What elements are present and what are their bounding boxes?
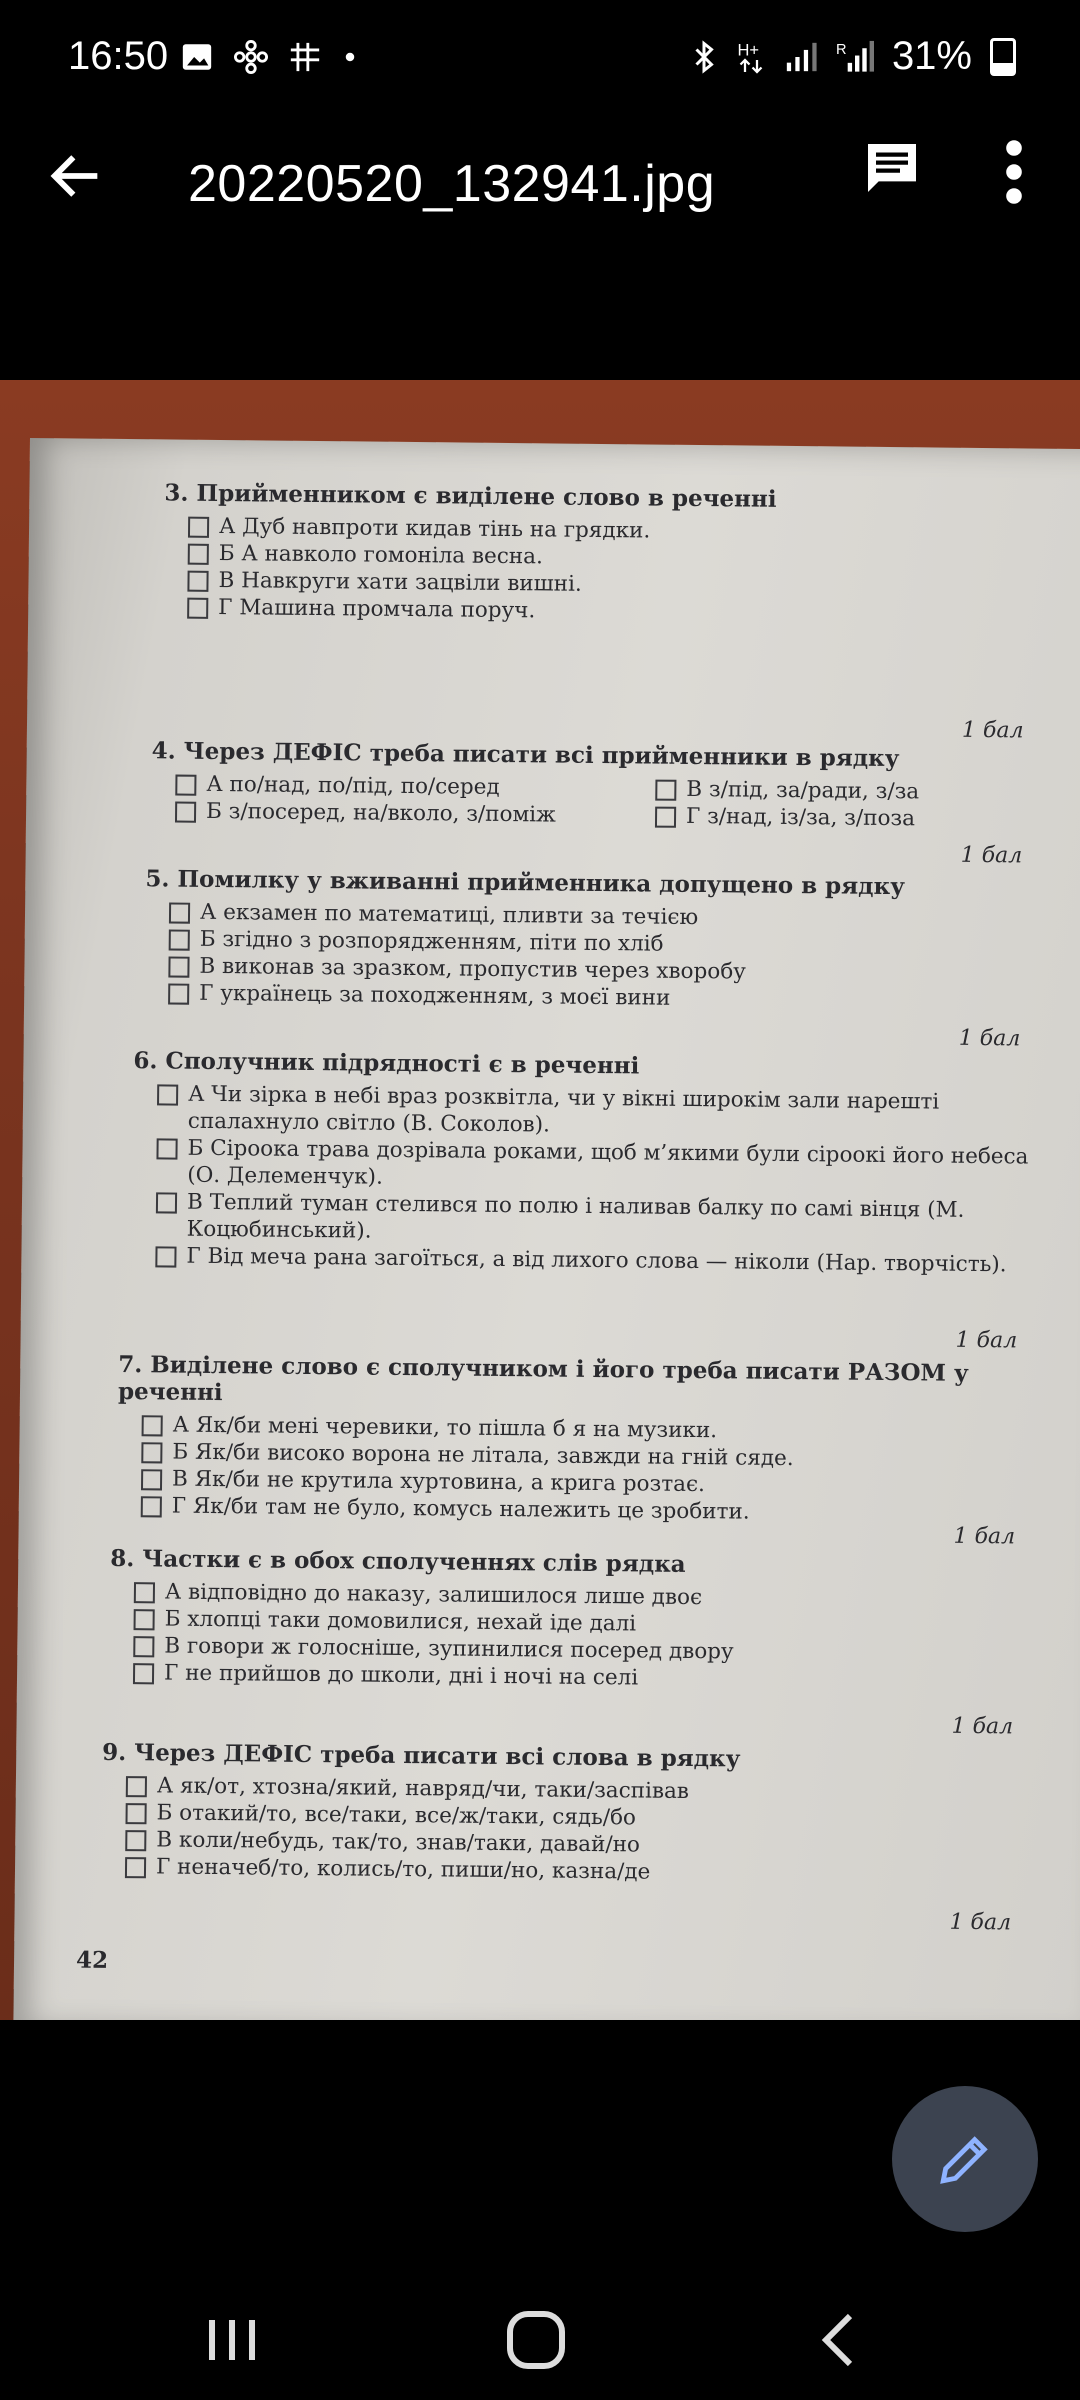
question-5 [144, 865, 1065, 1016]
option: Г Від меча рана загоїться, а від лихого слова — ніколи (Нар. творчість). [155, 1242, 1061, 1278]
option: В говори ж голосніше, зупинилися посеред двору [133, 1632, 1059, 1669]
checkbox[interactable] [126, 1776, 147, 1797]
question-title: 9. Через ДЕФІС треба писати всі слова в рядку [102, 1738, 741, 1773]
checkbox[interactable] [168, 956, 189, 977]
option: Б Як/би високо ворона не літала, завжди на гній сяде. [141, 1438, 1067, 1475]
checkbox[interactable] [125, 1803, 146, 1824]
score: 1 бал [949, 1909, 1012, 1936]
option: В з/під, за/ради, з/за [655, 776, 991, 807]
back-arrow-icon[interactable] [44, 144, 108, 208]
checkbox[interactable] [134, 1609, 155, 1630]
option: В коли/небудь, так/то, знав/таки, давай/но [125, 1826, 1051, 1863]
checkbox[interactable] [188, 517, 209, 538]
score: 1 бал [953, 1523, 1016, 1550]
question-title: 5. Помилку у вживанні прийменника допущено в рядку [145, 865, 906, 901]
notification-icons [180, 40, 358, 74]
photo-viewer[interactable] [0, 380, 1080, 2020]
recent-apps-icon[interactable] [192, 2310, 272, 2370]
checkbox[interactable] [187, 571, 208, 592]
checkbox[interactable] [655, 780, 676, 801]
app-bar [0, 124, 1080, 284]
option: А як/от, хтозна/який, навряд/чи, таки/заспівав [126, 1772, 1052, 1809]
svg-text:H+: H+ [737, 41, 759, 59]
status-time: 16:50 [68, 34, 169, 78]
question-4 [151, 737, 1072, 834]
checkbox[interactable] [133, 1636, 154, 1657]
question-8 [109, 1545, 1060, 1696]
option: А по/над, по/під, по/серед [175, 771, 631, 803]
pencil-icon [936, 2130, 994, 2188]
battery-percent: 31% [891, 34, 972, 78]
checkbox[interactable] [141, 1469, 162, 1490]
bluetooth-icon [690, 39, 718, 75]
option: Б отакий/то, все/таки, все/ж/таки, сядь/бо [125, 1799, 1051, 1836]
option: А Чи зірка в небі враз розквітла, чи у вікні широкім зали нарешті спалахнуло світло (В. Соколов). [157, 1080, 1064, 1143]
question-title: 4. Через ДЕФІС треба писати всі прийменники в рядку [151, 737, 900, 773]
option: В Навкруги хати зацвіли вишні. [187, 567, 1063, 603]
back-icon[interactable] [800, 2310, 880, 2370]
option: Б згідно з розпорядженням, піти по хліб [169, 925, 1065, 961]
question-title: 8. Частки є в обох сполученнях слів рядка [110, 1544, 686, 1578]
comment-icon[interactable] [860, 136, 924, 200]
question-7 [117, 1351, 1069, 1529]
checkbox[interactable] [169, 902, 190, 923]
signal-icon [784, 40, 818, 74]
checkbox[interactable] [169, 929, 190, 950]
checkbox[interactable] [133, 1663, 154, 1684]
dot-icon [342, 40, 358, 74]
option: Г не прийшов до школи, дні і ночі на селі [133, 1659, 1059, 1696]
question-title: 7. Виділене слово є сполучником і його треба писати РАЗОМ у реченні [117, 1350, 969, 1407]
checkbox[interactable] [142, 1415, 163, 1436]
home-icon[interactable] [496, 2310, 576, 2370]
option: А екзамен по математиці, пливти за течією [169, 898, 1065, 934]
score: 1 бал [961, 717, 1024, 744]
checkbox[interactable] [156, 1192, 177, 1213]
checkbox[interactable] [141, 1442, 162, 1463]
question-9 [101, 1739, 1052, 1890]
checkbox[interactable] [125, 1857, 146, 1878]
score: 1 бал [960, 842, 1023, 869]
document-page [13, 438, 1080, 2020]
checkbox[interactable] [187, 598, 208, 619]
option: Г українець за походженням, з моєї вини [168, 979, 1064, 1015]
h-plus-data-icon [736, 39, 766, 75]
page-number: 42 [75, 1946, 109, 1974]
checkbox[interactable] [175, 775, 196, 796]
pinwheel-icon [234, 40, 268, 74]
checkbox[interactable] [188, 544, 209, 565]
option: Г неначеб/то, колись/то, пиши/но, казна/де [125, 1853, 1051, 1890]
score: 1 бал [955, 1327, 1018, 1354]
option: Б з/посеред, на/вколо, з/поміж [175, 798, 631, 830]
more-options-icon[interactable] [990, 136, 1038, 208]
question-title: 6. Сполучник підрядності є в реченні [133, 1047, 640, 1080]
status-bar [0, 0, 1080, 124]
option: В виконав за зразком, пропустив через хворобу [168, 952, 1064, 988]
option: А Дуб навпроти кидав тінь на грядки. [188, 513, 1064, 549]
svg-text:R: R [835, 41, 847, 58]
option: А відповідно до наказу, залишилося лише двоє [134, 1578, 1060, 1615]
option: Б Сіроока трава дозрівала роками, щоб м’якими були сіроокі його небеса (О. Делеменчук). [156, 1134, 1063, 1197]
question-3 [163, 479, 1064, 629]
option: Б А навколо гомоніла весна. [188, 540, 1064, 576]
option: В Як/би не крутила хуртовина, а крига розтає. [141, 1465, 1067, 1502]
option: В Теплий туман стелився по полю і наливав балку по самі вінця (М. Коцюбинський). [156, 1188, 1063, 1251]
checkbox[interactable] [168, 983, 189, 1004]
image-icon [180, 40, 214, 74]
file-title: 20220520_132941.jpg [188, 155, 716, 213]
grid-app-icon [288, 40, 322, 74]
checkbox[interactable] [141, 1496, 162, 1517]
question-6 [131, 1047, 1063, 1279]
checkbox[interactable] [175, 802, 196, 823]
system-icons [690, 34, 1016, 79]
option: Г Машина промчала поруч. [187, 594, 1063, 630]
edit-button[interactable] [892, 2086, 1038, 2232]
score: 1 бал [951, 1713, 1014, 1740]
checkbox[interactable] [134, 1582, 155, 1603]
checkbox[interactable] [157, 1084, 178, 1105]
checkbox[interactable] [156, 1138, 177, 1159]
question-title: 3. Прийменником є виділене слово в реченні [164, 479, 777, 513]
option: А Як/би мені черевики, то пішла б я на музики. [142, 1411, 1068, 1448]
roaming-signal-icon [836, 39, 874, 75]
option: Б хлопці таки домовилися, нехай іде далі [134, 1605, 1060, 1642]
navigation-bar [0, 2280, 1080, 2400]
score: 1 бал [958, 1025, 1021, 1052]
checkbox[interactable] [655, 807, 676, 828]
checkbox[interactable] [155, 1246, 176, 1267]
checkbox[interactable] [125, 1830, 146, 1851]
option: Г з/над, із/за, з/поза [655, 803, 991, 834]
option: Г Як/би там не було, комусь належить це зробити. [141, 1492, 1067, 1529]
battery-icon [990, 38, 1016, 76]
